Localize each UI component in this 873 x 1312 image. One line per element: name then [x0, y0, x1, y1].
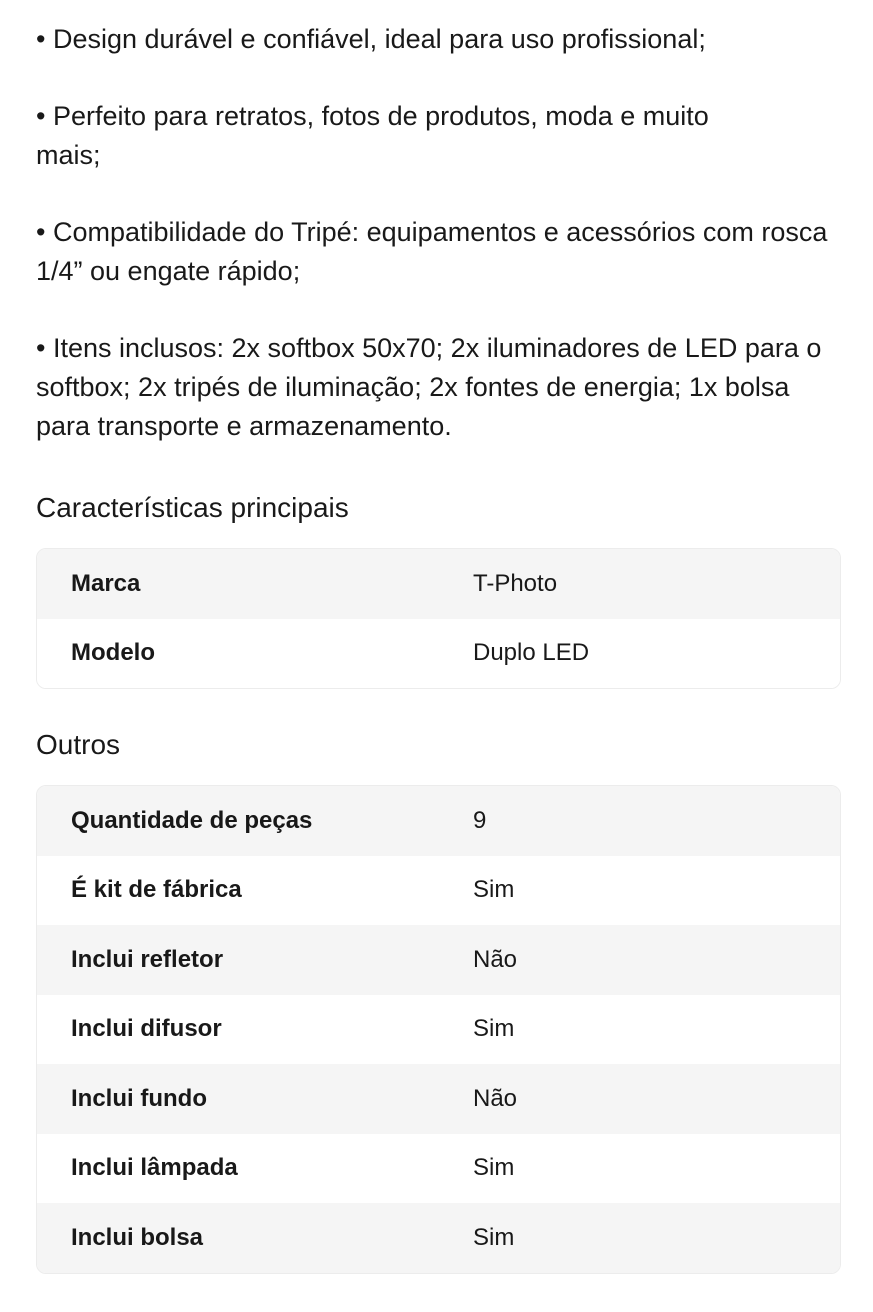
product-description — [36, 20, 839, 446]
spec-label: Marca — [71, 569, 141, 597]
table-row — [37, 995, 840, 1065]
others-title: Outros — [36, 729, 121, 760]
spec-value: Duplo LED — [473, 639, 590, 667]
spec-label: Inclui lâmpada — [71, 1154, 238, 1182]
spec-label: Inclui fundo — [71, 1084, 207, 1112]
product-details — [36, 20, 839, 1312]
table-row — [37, 619, 840, 689]
spec-value: 9 — [473, 806, 487, 834]
table-row — [37, 1064, 840, 1134]
spec-label: Modelo — [71, 639, 155, 667]
description-bullet: • Design durável e confiável, ideal para uso profissional; — [36, 24, 706, 54]
spec-label: É kit de fábrica — [71, 876, 242, 904]
main-features-table — [36, 548, 841, 689]
spec-value: Não — [473, 1084, 518, 1112]
others-table — [36, 785, 841, 1274]
table-row — [37, 786, 840, 856]
spec-label: Quantidade de peças — [71, 806, 313, 834]
spec-label: Inclui bolsa — [71, 1223, 204, 1251]
spec-value: Sim — [473, 876, 515, 904]
table-row — [37, 549, 840, 619]
table-row — [37, 856, 840, 926]
spec-value: Sim — [473, 1223, 515, 1251]
spec-value: Sim — [473, 1154, 515, 1182]
spec-value: T-Photo — [473, 569, 558, 597]
spec-label: Inclui difusor — [71, 1015, 222, 1043]
table-row — [37, 1203, 840, 1273]
description-bullet: • Perfeito para retratos, fotos de produtos, moda e muito mais; — [36, 101, 709, 170]
spec-label: Inclui refletor — [71, 945, 224, 973]
table-row — [37, 925, 840, 995]
table-row — [37, 1134, 840, 1204]
main-features-title: Características principais — [36, 492, 349, 523]
description-bullet: • Itens inclusos: 2x softbox 50x70; 2x iluminadores de LED para o softbox; 2x tripés de iluminação; 2x fontes de energia; 1x bolsa para transporte e armazenamento. — [36, 333, 822, 441]
spec-value: Não — [473, 945, 518, 973]
description-bullet: • Compatibilidade do Tripé: equipamentos e acessórios com rosca 1/4” ou engate rápido; — [36, 217, 828, 286]
spec-value: Sim — [473, 1015, 515, 1043]
